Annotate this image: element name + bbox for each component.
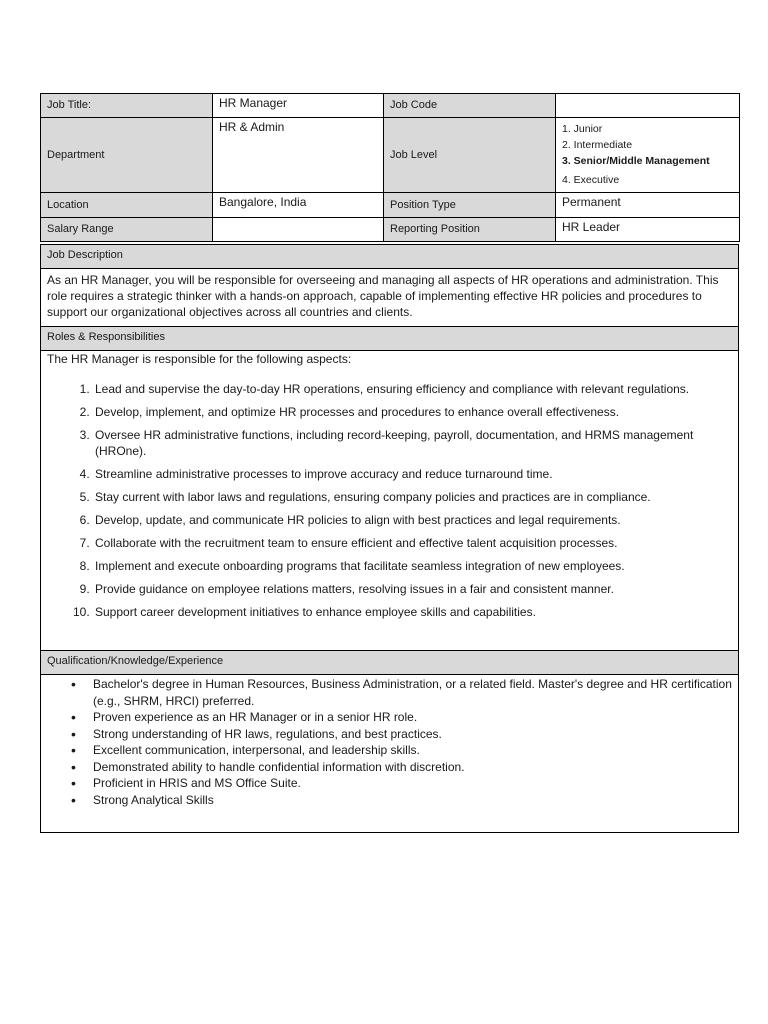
job-title-value: HR Manager <box>213 94 384 118</box>
job-code-label: Job Code <box>384 94 556 118</box>
job-header-table <box>40 93 740 242</box>
list-item: 6. Develop, update, and communicate HR policies to align with best practices and legal requirements. <box>93 512 732 528</box>
location-value: Bangalore, India <box>213 193 384 218</box>
roles-list <box>47 381 732 620</box>
list-item: • Excellent communication, interpersonal, and leadership skills. <box>93 742 732 759</box>
location-label: Location <box>41 193 213 218</box>
list-item: • Proficient in HRIS and MS Office Suite. <box>93 775 732 792</box>
job-level-option: 2. Intermediate <box>562 139 633 151</box>
roles-section <box>41 351 739 651</box>
list-item: 5. Stay current with labor laws and regulations, ensuring company policies and practices are in compliance. <box>93 489 732 505</box>
list-item: 8. Implement and execute onboarding programs that facilitate seamless integration of new employees. <box>93 558 732 574</box>
list-item: 1. Lead and supervise the day-to-day HR operations, ensuring efficiency and compliance with relevant regulations. <box>93 381 732 397</box>
salary-range-label: Salary Range <box>41 218 213 242</box>
job-level-label: Job Level <box>384 118 556 193</box>
roles-heading: Roles & Responsibilities <box>41 327 739 351</box>
list-item: • Proven experience as an HR Manager or in a senior HR role. <box>93 709 732 726</box>
position-type-label: Position Type <box>384 193 556 218</box>
qualification-section <box>41 675 739 833</box>
list-item: 10. Support career development initiatives to enhance employee skills and capabilities. <box>93 604 732 620</box>
list-item: • Bachelor's degree in Human Resources, Business Administration, or a related field. Master's degree and HR certification (e.g., SHRM, HRCI) preferred. <box>93 676 732 709</box>
department-value: HR & Admin <box>213 118 384 193</box>
job-title-label: Job Title: <box>41 94 213 118</box>
job-description-document <box>40 93 739 833</box>
job-level-options <box>556 118 740 193</box>
job-level-option-selected: 3. Senior/Middle Management <box>562 155 710 167</box>
job-level-option: 1. Junior <box>562 123 603 135</box>
list-item: 3. Oversee HR administrative functions, including record-keeping, payroll, documentation, and HRMS management (HROne). <box>93 427 732 459</box>
job-description-heading: Job Description <box>41 245 739 269</box>
position-type-value: Permanent <box>556 193 740 218</box>
job-code-value <box>556 94 740 118</box>
qualification-heading: Qualification/Knowledge/Experience <box>41 651 739 675</box>
job-level-option: 4. Executive <box>562 174 620 186</box>
department-label: Department <box>41 118 213 193</box>
list-item: 9. Provide guidance on employee relations matters, resolving issues in a fair and consistent manner. <box>93 581 732 597</box>
list-item: 4. Streamline administrative processes to improve accuracy and reduce turnaround time. <box>93 466 732 482</box>
list-item: 7. Collaborate with the recruitment team to ensure efficient and effective talent acquisition processes. <box>93 535 732 551</box>
list-item: • Strong Analytical Skills <box>93 792 732 809</box>
salary-range-value <box>213 218 384 242</box>
list-item: • Demonstrated ability to handle confidential information with discretion. <box>93 759 732 776</box>
qualification-list <box>47 676 732 808</box>
reporting-position-label: Reporting Position <box>384 218 556 242</box>
list-item: 2. Develop, implement, and optimize HR processes and procedures to enhance overall effectiveness. <box>93 404 732 420</box>
reporting-position-value: HR Leader <box>556 218 740 242</box>
job-description-text: As an HR Manager, you will be responsible for overseeing and managing all aspects of HR operations and administration. This role requires a strategic thinker with a hands-on approach, capable of implementing effective HR policies and procedures to support our organizational objectives across all countries and clients. <box>41 269 739 327</box>
roles-intro: The HR Manager is responsible for the following aspects: <box>47 352 352 366</box>
job-details-table <box>40 244 739 833</box>
list-item: • Strong understanding of HR laws, regulations, and best practices. <box>93 726 732 743</box>
